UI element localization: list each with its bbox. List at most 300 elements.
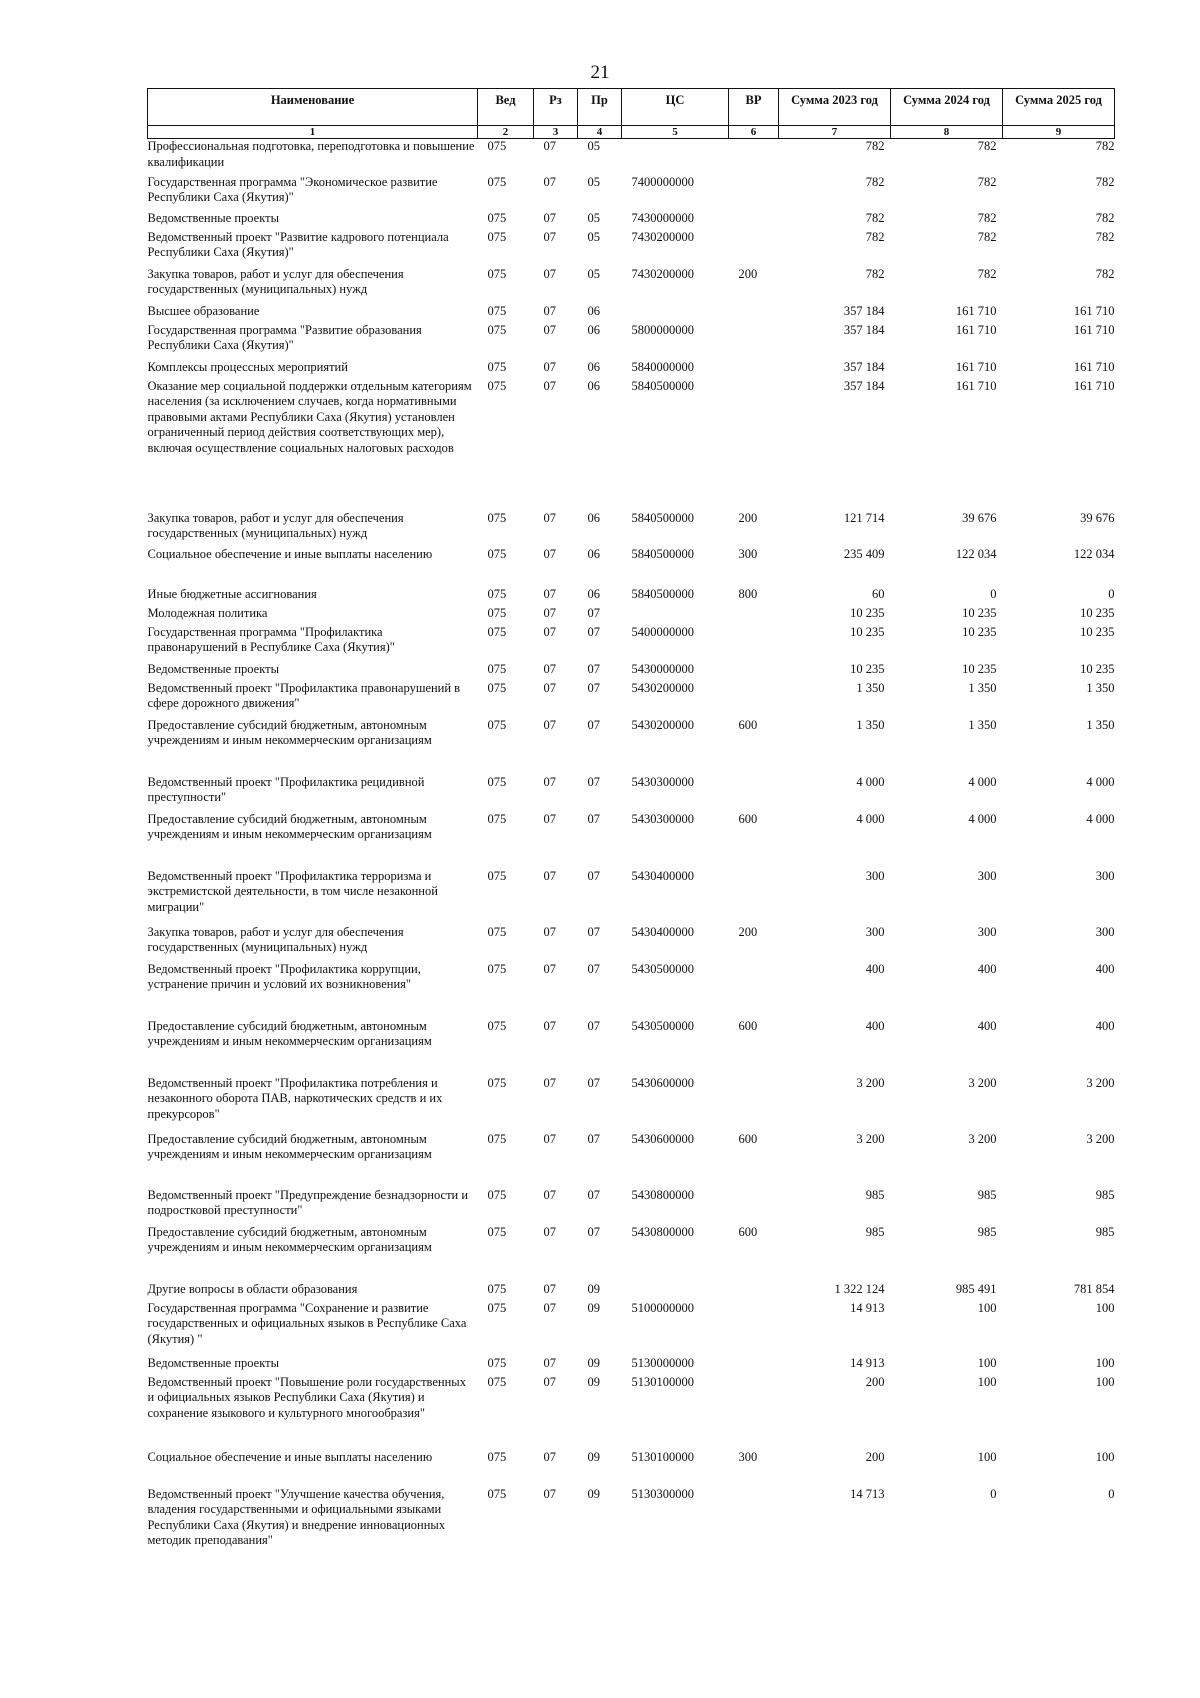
row-ved: 075: [487, 1131, 507, 1146]
row-sum-2023: 985: [865, 1187, 885, 1202]
row-sum-2024: 122 034: [955, 546, 997, 561]
row-cs: [622, 304, 729, 323]
row-sum-2025: 1 350: [1086, 680, 1115, 695]
row-cs: 5130000000: [631, 1355, 694, 1370]
header-sum-2025: Сумма 2025 год: [1003, 89, 1115, 126]
row-name: Молодежная политика: [147, 605, 268, 620]
row-sum-2024: 10 235: [962, 605, 997, 620]
table-row: [148, 1188, 1115, 1225]
row-sum-2025: 0: [1108, 1486, 1115, 1501]
row-name: Высшее образование: [147, 303, 260, 318]
table-row: [148, 925, 1115, 962]
row-rz: 07: [543, 1486, 556, 1501]
row-sum-2023: 14 913: [850, 1355, 885, 1370]
row-name: Ведомственный проект "Профилактика рецидивной преступности": [147, 774, 425, 804]
table-row: [148, 625, 1115, 662]
row-name: Предоставление субсидий бюджетным, автономным учреждениям и иным некоммерческим организациям: [147, 1018, 432, 1048]
row-cs: [622, 606, 729, 625]
table-row: [148, 869, 1115, 925]
row-sum-2023: 1 350: [856, 680, 885, 695]
row-ved: 075: [487, 1374, 507, 1389]
row-cs: [622, 139, 729, 175]
table-row: [148, 718, 1115, 775]
row-rz: 07: [543, 1224, 556, 1239]
row-pr: 05: [587, 266, 600, 281]
row-vr: [729, 625, 779, 662]
row-sum-2023: 300: [865, 924, 885, 939]
table-row: [148, 1132, 1115, 1188]
row-cs: 5130100000: [631, 1374, 694, 1389]
row-sum-2024: 782: [977, 210, 997, 225]
row-cs: 5430600000: [631, 1075, 694, 1090]
row-rz: 07: [543, 1018, 556, 1033]
row-ved: 075: [487, 717, 507, 732]
row-sum-2024: 10 235: [962, 624, 997, 639]
row-name: Социальное обеспечение и иные выплаты населению: [147, 1449, 433, 1464]
row-name: Другие вопросы в области образования: [147, 1281, 358, 1296]
row-sum-2023: 985: [865, 1224, 885, 1239]
table-row: [148, 304, 1115, 323]
table-row: [148, 267, 1115, 304]
row-vr: 600: [738, 1131, 758, 1146]
row-sum-2025: 161 710: [1073, 378, 1115, 393]
row-rz: 07: [543, 774, 556, 789]
table-row: [148, 1225, 1115, 1282]
row-sum-2024: 782: [977, 139, 997, 153]
row-pr: 05: [587, 210, 600, 225]
row-name: Закупка товаров, работ и услуг для обеспечения государственных (муниципальных) нужд: [147, 924, 404, 954]
row-pr: 09: [587, 1355, 600, 1370]
header-sum-2024: Сумма 2024 год: [891, 89, 1003, 126]
row-pr: 09: [587, 1300, 600, 1315]
row-vr: [729, 1282, 779, 1301]
row-ved: 075: [487, 624, 507, 639]
row-sum-2025: 782: [1095, 266, 1115, 281]
row-cs: 5130100000: [631, 1449, 694, 1464]
row-vr: [729, 681, 779, 718]
row-name: Ведомственный проект "Профилактика правонарушений в сфере дорожного движения": [147, 680, 461, 710]
row-sum-2024: 100: [977, 1374, 997, 1389]
row-ved: 075: [487, 605, 507, 620]
column-number: 9: [1003, 126, 1115, 139]
table-row: [148, 662, 1115, 681]
row-rz: 07: [543, 229, 556, 244]
row-sum-2023: 60: [872, 586, 885, 601]
row-sum-2023: 400: [865, 961, 885, 976]
row-sum-2024: 1 350: [968, 717, 997, 732]
table-row: [148, 230, 1115, 267]
row-ved: 075: [487, 1187, 507, 1202]
row-pr: 07: [587, 717, 600, 732]
column-number: 8: [891, 126, 1003, 139]
row-pr: 06: [587, 378, 600, 393]
row-sum-2023: 1 350: [856, 717, 885, 732]
row-cs: 5430200000: [631, 717, 694, 732]
table-row: [148, 139, 1115, 175]
row-name: Ведомственные проекты: [147, 661, 280, 676]
row-rz: 07: [543, 1281, 556, 1296]
table-row: [148, 1375, 1115, 1450]
row-cs: 5430500000: [631, 961, 694, 976]
row-cs: [622, 1282, 729, 1301]
row-pr: 07: [587, 1131, 600, 1146]
row-name: Ведомственные проекты: [147, 210, 280, 225]
row-cs: 5430800000: [631, 1224, 694, 1239]
row-ved: 075: [487, 266, 507, 281]
row-sum-2024: 3 200: [968, 1131, 997, 1146]
row-cs: 5840500000: [631, 378, 694, 393]
table-row: [148, 211, 1115, 230]
row-sum-2025: 782: [1095, 210, 1115, 225]
row-pr: 07: [587, 774, 600, 789]
row-vr: [729, 304, 779, 323]
column-number: 3: [534, 126, 578, 139]
row-name: Закупка товаров, работ и услуг для обеспечения государственных (муниципальных) нужд: [147, 266, 404, 296]
row-sum-2025: 100: [1095, 1374, 1115, 1389]
row-ved: 075: [487, 303, 507, 318]
row-sum-2023: 4 000: [856, 774, 885, 789]
row-ved: 075: [487, 1018, 507, 1033]
table-row: [148, 175, 1115, 211]
row-sum-2025: 4 000: [1086, 811, 1115, 826]
budget-table-container: [147, 88, 1114, 1567]
row-rz: 07: [543, 139, 556, 153]
row-cs: 5800000000: [631, 322, 694, 337]
row-rz: 07: [543, 303, 556, 318]
row-pr: 07: [587, 1224, 600, 1239]
row-name: Ведомственный проект "Профилактика терроризма и экстремистской деятельности, в том числе незаконной миграции": [147, 868, 438, 914]
row-sum-2023: 235 409: [843, 546, 885, 561]
header-name: Наименование: [148, 89, 478, 126]
row-cs: 5430400000: [631, 924, 694, 939]
row-sum-2023: 357 184: [843, 378, 885, 393]
row-sum-2024: 985: [977, 1224, 997, 1239]
row-pr: 07: [587, 624, 600, 639]
row-sum-2023: 357 184: [843, 303, 885, 318]
row-sum-2025: 985: [1095, 1224, 1115, 1239]
row-cs: 5400000000: [631, 624, 694, 639]
row-sum-2024: 39 676: [962, 510, 997, 525]
table-body: [148, 139, 1115, 1567]
row-ved: 075: [487, 510, 507, 525]
row-vr: [729, 869, 779, 925]
row-rz: 07: [543, 1131, 556, 1146]
row-cs: 5430000000: [631, 661, 694, 676]
row-sum-2025: 100: [1095, 1449, 1115, 1464]
row-pr: 07: [587, 661, 600, 676]
row-ved: 075: [487, 1449, 507, 1464]
row-pr: 07: [587, 811, 600, 826]
row-sum-2024: 4 000: [968, 774, 997, 789]
row-ved: 075: [487, 1224, 507, 1239]
row-sum-2025: 400: [1095, 961, 1115, 976]
row-name: Социальное обеспечение и иные выплаты населению: [147, 546, 433, 561]
row-pr: 06: [587, 586, 600, 601]
row-name: Закупка товаров, работ и услуг для обеспечения государственных (муниципальных) нужд: [147, 510, 404, 540]
row-rz: 07: [543, 266, 556, 281]
header-vr: ВР: [729, 89, 779, 126]
table-row: [148, 360, 1115, 379]
row-rz: 07: [543, 961, 556, 976]
row-sum-2024: 161 710: [955, 378, 997, 393]
row-cs: 5100000000: [631, 1300, 694, 1315]
row-cs: 5430800000: [631, 1187, 694, 1202]
table-row: [148, 511, 1115, 547]
row-pr: 07: [587, 961, 600, 976]
header-pr: Пр: [578, 89, 622, 126]
row-rz: 07: [543, 586, 556, 601]
table-row: [148, 1450, 1115, 1487]
row-sum-2024: 300: [977, 868, 997, 883]
row-name: Государственная программа "Профилактика правонарушений в Республике Саха (Якутия)": [147, 624, 395, 654]
row-rz: 07: [543, 174, 556, 189]
row-cs: 7430000000: [631, 210, 694, 225]
row-sum-2024: 4 000: [968, 811, 997, 826]
row-vr: [729, 230, 779, 267]
row-vr: 600: [738, 1224, 758, 1239]
row-sum-2023: 357 184: [843, 322, 885, 337]
row-rz: 07: [543, 322, 556, 337]
row-sum-2024: 3 200: [968, 1075, 997, 1090]
row-name: Ведомственный проект "Улучшение качества обучения, владения государственными и официальными языками Республики Саха (Якутия) и внедрение инновационных методик преподавания": [147, 1486, 446, 1547]
row-pr: 05: [587, 139, 600, 153]
row-vr: [729, 1188, 779, 1225]
row-ved: 075: [487, 1281, 507, 1296]
row-name: Предоставление субсидий бюджетным, автономным учреждениям и иным некоммерческим организациям: [147, 1131, 432, 1161]
row-pr: 07: [587, 605, 600, 620]
row-vr: 800: [738, 586, 758, 601]
row-sum-2025: 985: [1095, 1187, 1115, 1202]
row-vr: [729, 775, 779, 812]
header-row: [148, 89, 1115, 126]
row-sum-2025: 782: [1095, 229, 1115, 244]
row-sum-2024: 161 710: [955, 359, 997, 374]
row-name: Ведомственный проект "Повышение роли государственных и официальных языков Республики Саха (Якутия) и сохранение языкового и культурного многообразия": [147, 1374, 466, 1420]
column-number: 2: [478, 126, 534, 139]
row-pr: 07: [587, 1018, 600, 1033]
row-sum-2025: 781 854: [1073, 1281, 1115, 1296]
row-rz: 07: [543, 359, 556, 374]
row-pr: 09: [587, 1374, 600, 1389]
table-row: [148, 1282, 1115, 1301]
row-sum-2024: 300: [977, 924, 997, 939]
row-vr: 300: [738, 546, 758, 561]
row-name: Оказание мер социальной поддержки отдельным категориям населения (за исключением случаев, когда нормативными правовыми актами Республики Саха (Якутия) установлен ограниченный период действия соответствующих мер), включая осуществление социальных налоговых расходов: [147, 378, 472, 455]
row-vr: 300: [738, 1449, 758, 1464]
row-vr: [729, 1076, 779, 1132]
row-vr: 600: [738, 717, 758, 732]
table-row: [148, 587, 1115, 606]
table-row: [148, 1356, 1115, 1375]
table-row: [148, 379, 1115, 511]
row-pr: 07: [587, 868, 600, 883]
row-pr: 09: [587, 1449, 600, 1464]
row-sum-2023: 782: [865, 139, 885, 153]
row-rz: 07: [543, 624, 556, 639]
row-sum-2025: 10 235: [1080, 661, 1115, 676]
row-sum-2024: 0: [990, 586, 997, 601]
table-row: [148, 962, 1115, 1019]
row-pr: 09: [587, 1486, 600, 1501]
row-name: Ведомственный проект "Развитие кадрового потенциала Республики Саха (Якутия)": [147, 229, 449, 259]
row-pr: 06: [587, 303, 600, 318]
row-sum-2024: 100: [977, 1300, 997, 1315]
header-ved: Вед: [478, 89, 534, 126]
row-sum-2024: 782: [977, 266, 997, 281]
row-pr: 06: [587, 510, 600, 525]
row-sum-2023: 10 235: [850, 661, 885, 676]
row-ved: 075: [487, 1486, 507, 1501]
row-sum-2024: 400: [977, 1018, 997, 1033]
row-cs: 5430200000: [631, 680, 694, 695]
header-sum-2023: Сумма 2023 год: [779, 89, 891, 126]
row-vr: [729, 323, 779, 360]
row-pr: 09: [587, 1281, 600, 1296]
table-row: [148, 681, 1115, 718]
row-sum-2025: 4 000: [1086, 774, 1115, 789]
row-ved: 075: [487, 174, 507, 189]
row-sum-2025: 300: [1095, 924, 1115, 939]
row-cs: 7400000000: [631, 174, 694, 189]
row-sum-2024: 161 710: [955, 322, 997, 337]
row-ved: 075: [487, 322, 507, 337]
row-pr: 06: [587, 359, 600, 374]
row-ved: 075: [487, 139, 507, 153]
row-pr: 07: [587, 1187, 600, 1202]
row-vr: 600: [738, 811, 758, 826]
row-vr: [729, 211, 779, 230]
row-rz: 07: [543, 378, 556, 393]
row-sum-2023: 300: [865, 868, 885, 883]
header-cs: ЦС: [622, 89, 729, 126]
row-sum-2024: 100: [977, 1355, 997, 1370]
row-pr: 07: [587, 1075, 600, 1090]
row-sum-2023: 200: [865, 1449, 885, 1464]
row-name: Государственная программа "Сохранение и развитие государственных и официальных языков в Республике Саха (Якутия) ": [147, 1300, 467, 1346]
row-vr: [729, 1301, 779, 1356]
row-ved: 075: [487, 1075, 507, 1090]
column-number: 7: [779, 126, 891, 139]
row-rz: 07: [543, 1075, 556, 1090]
row-name: Ведомственные проекты: [147, 1355, 280, 1370]
row-rz: 07: [543, 1449, 556, 1464]
row-ved: 075: [487, 774, 507, 789]
row-vr: [729, 1487, 779, 1567]
column-number: 4: [578, 126, 622, 139]
row-sum-2025: 10 235: [1080, 624, 1115, 639]
row-sum-2024: 161 710: [955, 303, 997, 318]
column-number: 1: [148, 126, 478, 139]
row-ved: 075: [487, 961, 507, 976]
row-sum-2025: 161 710: [1073, 359, 1115, 374]
row-cs: 5840500000: [631, 586, 694, 601]
budget-table: [147, 88, 1115, 1567]
row-rz: 07: [543, 605, 556, 620]
row-sum-2025: 39 676: [1080, 510, 1115, 525]
row-vr: [729, 606, 779, 625]
row-name: Предоставление субсидий бюджетным, автономным учреждениям и иным некоммерческим организациям: [147, 811, 432, 841]
row-sum-2025: 3 200: [1086, 1131, 1115, 1146]
row-ved: 075: [487, 1300, 507, 1315]
row-sum-2023: 782: [865, 229, 885, 244]
row-cs: 5430500000: [631, 1018, 694, 1033]
row-sum-2023: 121 714: [843, 510, 885, 525]
row-sum-2025: 782: [1095, 139, 1115, 153]
row-sum-2025: 100: [1095, 1300, 1115, 1315]
table-row: [148, 1019, 1115, 1076]
row-sum-2023: 200: [865, 1374, 885, 1389]
row-cs: 5430400000: [631, 868, 694, 883]
row-name: Предоставление субсидий бюджетным, автономным учреждениям и иным некоммерческим организациям: [147, 717, 432, 747]
row-sum-2024: 985 491: [955, 1281, 997, 1296]
row-cs: 5840500000: [631, 510, 694, 525]
row-vr: [729, 175, 779, 211]
row-sum-2025: 161 710: [1073, 322, 1115, 337]
row-pr: 06: [587, 546, 600, 561]
row-ved: 075: [487, 586, 507, 601]
row-sum-2023: 782: [865, 210, 885, 225]
row-name: Ведомственный проект "Предупреждение безнадзорности и подростковой преступности": [147, 1187, 469, 1217]
row-cs: 7430200000: [631, 266, 694, 281]
table-row: [148, 547, 1115, 587]
row-sum-2025: 161 710: [1073, 303, 1115, 318]
row-sum-2023: 14 713: [850, 1486, 885, 1501]
row-sum-2025: 782: [1095, 174, 1115, 189]
row-rz: 07: [543, 717, 556, 732]
row-rz: 07: [543, 811, 556, 826]
row-ved: 075: [487, 924, 507, 939]
column-number: 6: [729, 126, 779, 139]
row-rz: 07: [543, 1374, 556, 1389]
row-sum-2024: 985: [977, 1187, 997, 1202]
table-row: [148, 775, 1115, 812]
row-sum-2023: 782: [865, 174, 885, 189]
column-number-row: [148, 126, 1115, 139]
row-name: Предоставление субсидий бюджетным, автономным учреждениям и иным некоммерческим организациям: [147, 1224, 432, 1254]
row-sum-2025: 100: [1095, 1355, 1115, 1370]
row-ved: 075: [487, 210, 507, 225]
row-pr: 05: [587, 174, 600, 189]
row-vr: 200: [738, 510, 758, 525]
row-ved: 075: [487, 661, 507, 676]
row-sum-2025: 3 200: [1086, 1075, 1115, 1090]
row-rz: 07: [543, 680, 556, 695]
row-rz: 07: [543, 1187, 556, 1202]
row-cs: 5130300000: [631, 1486, 694, 1501]
row-sum-2023: 3 200: [856, 1131, 885, 1146]
row-cs: 5840000000: [631, 359, 694, 374]
row-vr: [729, 360, 779, 379]
row-sum-2023: 782: [865, 266, 885, 281]
row-sum-2024: 100: [977, 1449, 997, 1464]
row-name: Комплексы процессных мероприятий: [147, 359, 348, 374]
row-ved: 075: [487, 811, 507, 826]
row-sum-2024: 782: [977, 174, 997, 189]
row-ved: 075: [487, 229, 507, 244]
row-sum-2023: 14 913: [850, 1300, 885, 1315]
row-name: Государственная программа "Развитие образования Республики Саха (Якутия)": [147, 322, 422, 352]
table-row: [148, 1301, 1115, 1356]
row-name: Ведомственный проект "Профилактика потребления и незаконного оборота ПАВ, наркотических средств и их прекурсоров": [147, 1075, 443, 1121]
row-cs: 5840500000: [631, 546, 694, 561]
row-sum-2025: 0: [1108, 586, 1115, 601]
row-vr: 200: [738, 924, 758, 939]
column-number: 5: [622, 126, 729, 139]
header-rz: Рз: [534, 89, 578, 126]
row-pr: 07: [587, 924, 600, 939]
page-number: 21: [590, 62, 610, 83]
row-vr: [729, 962, 779, 1019]
